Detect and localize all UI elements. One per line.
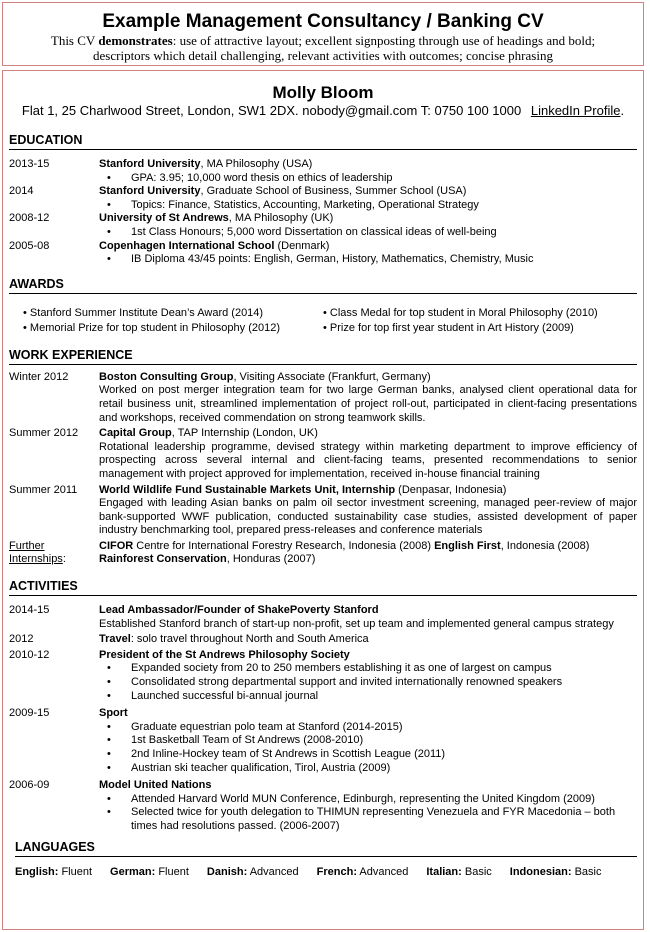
organisation: World Wildlife Fund Sustainable Markets Unit, Internship (99, 483, 396, 496)
entry-date: 2014 (9, 185, 34, 198)
entry-detail: , Indonesia (2008) (500, 539, 590, 552)
education-entry (9, 240, 637, 267)
language-item (317, 865, 409, 879)
work-entry (9, 371, 637, 425)
role: (Denpasar, Indonesia) (395, 483, 507, 496)
entry-description: Engaged with leading Asian banks on palm oil sector investment screening, managed peer-review of major bank-supported WWF publication, conducted sustainability case studies, assisted development of paper industry benchmarking tool, prepared press-releases and conference materials (99, 497, 637, 537)
activity-title: Model United Nations (99, 779, 212, 792)
language-item (426, 865, 491, 879)
activity-entry (9, 779, 637, 833)
entry-date: 2009-15 (9, 707, 50, 720)
entry-detail: , Graduate School of Business, Summer School (USA) (200, 185, 467, 198)
entry-date: 2013-15 (9, 158, 50, 170)
institution: University of St Andrews (99, 212, 229, 225)
language-level: Advanced (247, 865, 299, 878)
list-item: • Austrian ski teacher qualification, Tirol, Austria (2009) (131, 762, 637, 776)
award-item: • Class Medal for top student in Moral Philosophy (2010) (323, 306, 598, 319)
language-name: German: (110, 865, 156, 878)
entry-detail: (Denmark) (274, 239, 330, 252)
language-item (110, 865, 189, 879)
further-internships (9, 540, 637, 567)
entry-date: 2014-15 (9, 604, 50, 617)
activity-title: Travel (99, 633, 131, 646)
list-item: • Selected twice for youth delegation to THIMUN representing Venezuela and FYR Macedonia – both times had resolutions passed. (2006-2007) (131, 806, 637, 833)
institution: Copenhagen International School (99, 239, 275, 252)
entry-date: Summer 2011 (9, 483, 78, 496)
language-level: Fluent (155, 865, 189, 878)
award-text: Prize for top first year student in Art History (2009) (329, 321, 574, 334)
institution: Stanford University (99, 158, 201, 170)
banner-description (3, 33, 643, 63)
language-level: Advanced (356, 865, 409, 878)
banner-title: Example Management Consultancy / Banking CV (102, 11, 544, 32)
work-entry (9, 484, 637, 538)
activity-title: Lead Ambassador/Founder of ShakePoverty Stanford (99, 604, 379, 617)
award-item: • Memorial Prize for top student in Philosophy (2012) (23, 321, 280, 334)
section-heading-work-experience: WORK EXPERIENCE (9, 348, 637, 365)
list-item: • Graduate equestrian polo team at Stanford (2014-2015) (131, 721, 637, 735)
activity-entry (9, 633, 637, 647)
entry-detail: , MA Philosophy (USA) (200, 158, 313, 170)
award-text: Class Medal for top student in Moral Philosophy (2010) (329, 306, 598, 319)
internships-label: Internships (9, 553, 63, 566)
banner-bold: demonstrates (98, 33, 173, 48)
entry-date: Summer 2012 (9, 427, 79, 440)
entry-date (9, 540, 99, 567)
linkedin-link[interactable]: LinkedIn Profile (530, 103, 621, 118)
entry-date: 2005-08 (9, 239, 50, 252)
organisation: Capital Group (99, 427, 172, 440)
education-entry (9, 212, 637, 239)
language-name: English: (15, 865, 59, 878)
activity-title: President of the St Andrews Philosophy Society (99, 648, 350, 661)
organisation: English First (434, 539, 501, 552)
entry-description: Worked on post merger integration team for two large German banks, analysed client operational data for retail business unit, streamlined implementation of project roll-out, participated in client-facing presentations and workshops, received commendation on strong teamwork skills. (99, 384, 637, 424)
entry-description: Established Stanford branch of start-up non-profit, set up team and implemented general campus strategy (99, 617, 614, 630)
further-label: Further (9, 539, 45, 552)
section-heading-languages: LANGUAGES (15, 840, 637, 857)
award-item: • Stanford Summer Institute Dean’s Award (2014) (23, 306, 264, 319)
list-item: • Expanded society from 20 to 250 members establishing it as one of largest on campus (131, 662, 637, 676)
language-name: French: (316, 865, 357, 878)
language-name: Italian: (426, 865, 462, 878)
list-item: • 1st Class Honours; 5,000 word Dissertation on classical ideas of well-being (131, 226, 637, 240)
organisation: Rainforest Conservation (99, 553, 227, 566)
language-item (15, 865, 92, 879)
education-entry (9, 158, 637, 185)
contact-punct: . (620, 103, 625, 118)
banner-text: descriptors which detail challenging, relevant activities with outcomes; concise phrasing (93, 48, 553, 63)
education-entry (9, 185, 637, 212)
section-heading-awards: AWARDS (9, 277, 637, 294)
language-name: Indonesian: (509, 865, 572, 878)
language-level: Basic (571, 865, 602, 878)
entry-detail: , MA Philosophy (UK) (228, 212, 334, 225)
entry-date: 2006-09 (9, 779, 50, 792)
language-level: Basic (461, 865, 492, 878)
activity-entry (9, 604, 637, 631)
list-item: • IB Diploma 43/45 points: English, German, History, Mathematics, Chemistry, Music (131, 253, 637, 267)
cv-banner (2, 2, 644, 66)
language-item (207, 865, 299, 879)
award-text: Memorial Prize for top student in Philosophy (2012) (29, 321, 280, 334)
contact-details: Flat 1, 25 Charlwood Street, London, SW1 2DX. nobody@gmail.com T: 0750 100 1000 (21, 103, 522, 118)
list-item: • 2nd Inline-Hockey team of St Andrews in Scottish League (2011) (131, 748, 637, 762)
entry-date: 2012 (9, 633, 34, 646)
activity-title: Sport (99, 707, 128, 720)
list-item: • Launched successful bi-annual journal (131, 690, 637, 704)
entry-description: : solo travel throughout North and South America (130, 633, 369, 646)
entry-detail: Centre for International Forestry Research, Indonesia (2008) (133, 539, 435, 552)
list-item: • GPA: 3.95; 10,000 word thesis on ethics of leadership (131, 172, 637, 186)
activity-entry (9, 707, 637, 775)
organisation: CIFOR (99, 539, 134, 552)
languages-list (15, 865, 637, 879)
language-level: Fluent (58, 865, 93, 878)
entry-date: Winter 2012 (9, 370, 69, 383)
award-text: Stanford Summer Institute Dean’s Award (2014) (29, 306, 264, 319)
organisation: Boston Consulting Group (99, 370, 234, 383)
candidate-name: Molly Bloom (272, 83, 374, 102)
entry-description: Rotational leadership programme, devised strategy within marketing department to improve efficiency of prospecting across several internal and client-facing teams, presented recommendations to senior management with project approved for implementation, received in-house financial training (99, 440, 637, 480)
role: , TAP Internship (London, UK) (171, 427, 318, 440)
cv-page (2, 70, 644, 930)
activity-entry (9, 649, 637, 703)
section-heading-education: EDUCATION (9, 133, 637, 150)
list-item: • 1st Basketball Team of St Andrews (2008-2010) (131, 734, 637, 748)
role: , Visiting Associate (Frankfurt, Germany) (233, 370, 431, 383)
award-item: • Prize for top first year student in Art History (2009) (323, 321, 574, 334)
entry-date: 2008-12 (9, 212, 50, 225)
contact-line (3, 103, 643, 119)
banner-text: : use of attractive layout; excellent signposting through use of headings and bold; (172, 33, 596, 48)
list-item: • Topics: Finance, Statistics, Accounting, Marketing, Operational Strategy (131, 199, 637, 213)
institution: Stanford University (99, 185, 201, 198)
language-name: Danish: (206, 865, 248, 878)
list-item: • Consolidated strong departmental support and invited internationally renowned speakers (131, 676, 637, 690)
label-colon: : (62, 553, 66, 566)
entry-date: 2010-12 (9, 648, 50, 661)
work-entry (9, 427, 637, 481)
language-item (510, 865, 602, 879)
awards-list (23, 306, 637, 336)
list-item: • Attended Harvard World MUN Conference, Edinburgh, representing the United Kingdom (2009) (131, 793, 637, 807)
banner-text: This CV (50, 33, 99, 48)
entry-detail: , Honduras (2007) (226, 553, 316, 566)
section-heading-activities: ACTIVITIES (9, 579, 637, 596)
